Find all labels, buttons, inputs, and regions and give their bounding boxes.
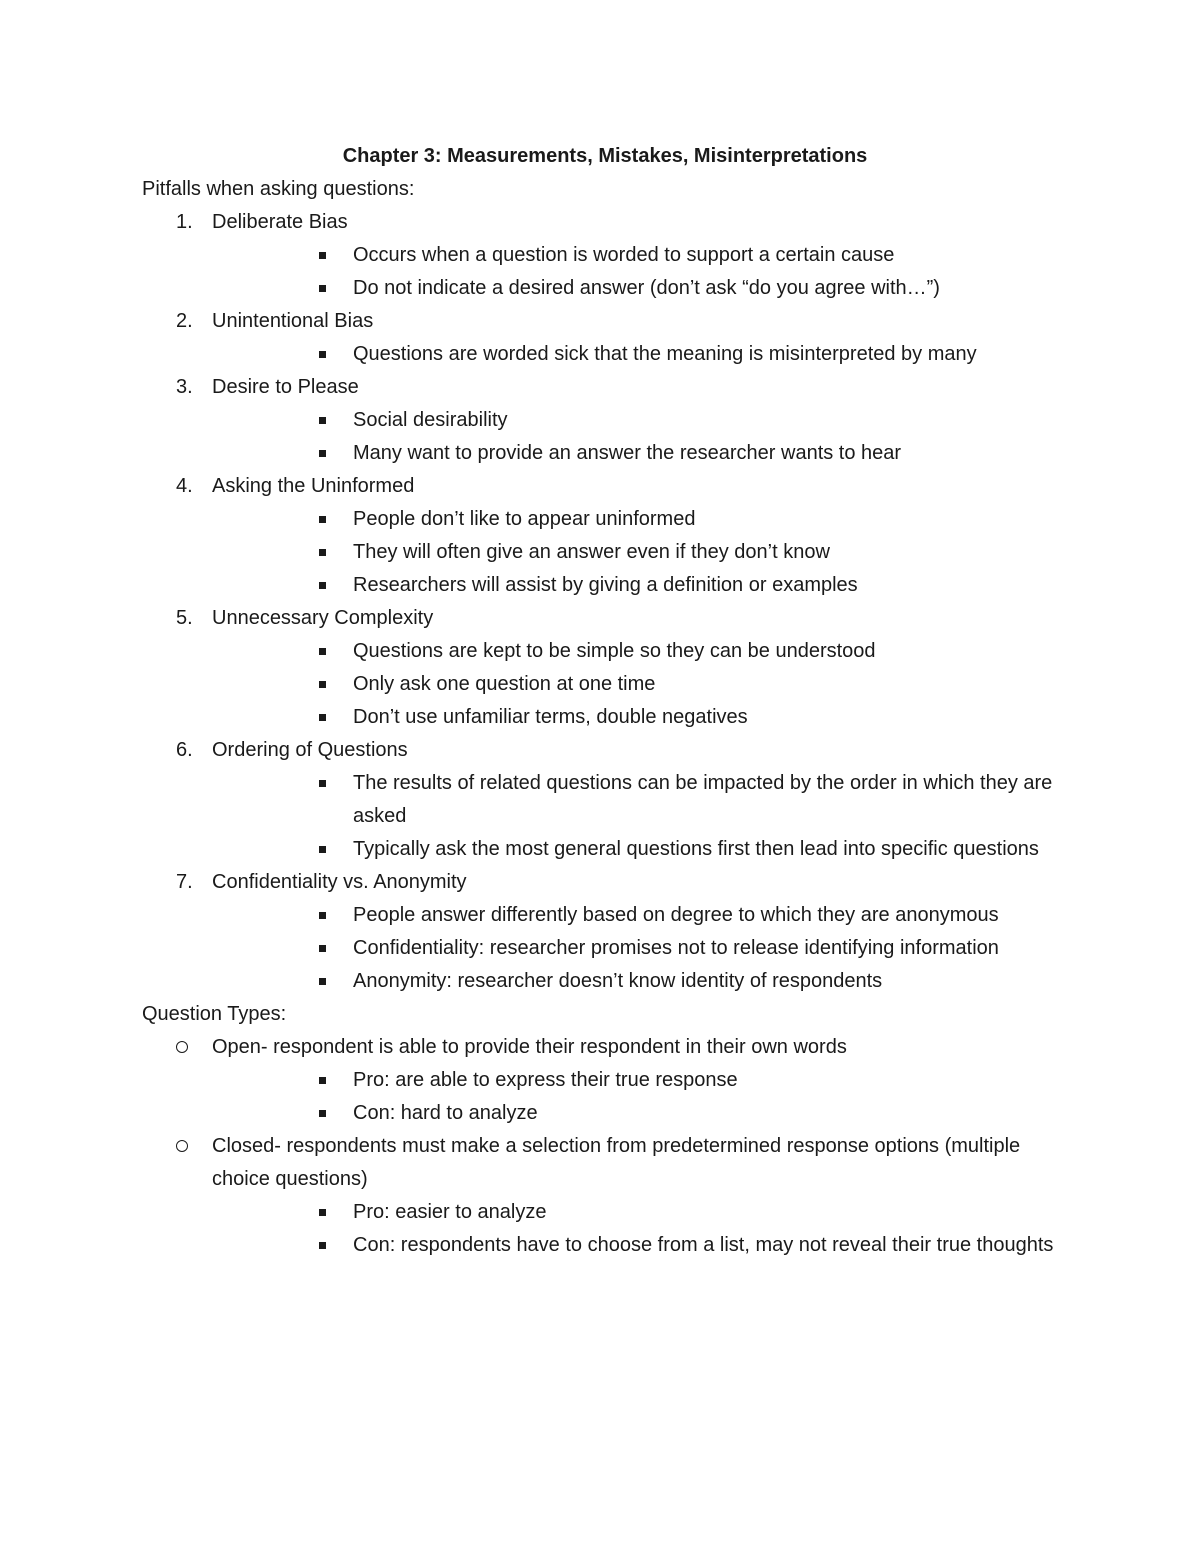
bullet-item [142, 272, 1072, 305]
bullet-item [142, 536, 1072, 569]
bullet-item [142, 932, 1072, 965]
pitfall-label: Unnecessary Complexity [212, 607, 434, 629]
square-bullet-icon [319, 945, 326, 952]
bullet-text: Researchers will assist by giving a definition or examples [353, 574, 858, 596]
pitfall-bullets [212, 899, 1072, 998]
question-types-list [142, 1031, 1072, 1262]
bullet-text: Social desirability [353, 409, 508, 431]
square-bullet-icon [319, 681, 326, 688]
bullet-text: People don’t like to appear uninformed [353, 508, 696, 530]
bullet-item [142, 338, 1072, 371]
bullet-text: Do not indicate a desired answer (don’t ask “do you agree with…”) [353, 277, 940, 299]
question-type-label: Closed- respondents must make a selection from predetermined response options (multiple choice questions) [212, 1135, 1021, 1190]
question-type-label: Open- respondent is able to provide their respondent in their own words [212, 1036, 847, 1058]
bullet-item [142, 899, 1072, 932]
bullet-item [142, 1196, 1072, 1229]
square-bullet-icon [319, 582, 326, 589]
square-bullet-icon [319, 1209, 326, 1216]
bullet-item [142, 437, 1072, 470]
bullet-text: Don’t use unfamiliar terms, double negatives [353, 706, 748, 728]
pitfall-item [142, 371, 1072, 470]
bullet-item [142, 833, 1072, 866]
bullet-item [142, 668, 1072, 701]
square-bullet-icon [319, 978, 326, 985]
square-bullet-icon [319, 846, 326, 853]
bullet-item [142, 503, 1072, 536]
bullet-item [142, 1229, 1072, 1262]
bullet-item [142, 701, 1072, 734]
pitfall-number: 6. [176, 739, 193, 761]
bullet-item [142, 404, 1072, 437]
circle-bullet-icon [176, 1041, 188, 1053]
bullet-text: They will often give an answer even if they don’t know [353, 541, 830, 563]
pitfall-number: 2. [176, 310, 193, 332]
bullet-text: Questions are worded sick that the meaning is misinterpreted by many [353, 343, 977, 365]
pitfall-number: 7. [176, 871, 193, 893]
pitfall-label: Desire to Please [212, 376, 359, 398]
pitfall-bullets [212, 635, 1072, 734]
question-type-item [142, 1130, 1072, 1262]
pitfall-number: 5. [176, 607, 193, 629]
pitfall-bullets [212, 239, 1072, 305]
bullet-item [142, 1064, 1072, 1097]
bullet-text: Pro: easier to analyze [353, 1201, 547, 1223]
pitfall-label: Deliberate Bias [212, 211, 348, 233]
square-bullet-icon [319, 450, 326, 457]
square-bullet-icon [319, 648, 326, 655]
pitfall-bullets [212, 503, 1072, 602]
question-type-bullets [212, 1064, 1072, 1130]
square-bullet-icon [319, 912, 326, 919]
square-bullet-icon [319, 516, 326, 523]
square-bullet-icon [319, 351, 326, 358]
square-bullet-icon [319, 780, 326, 787]
bullet-text: Confidentiality: researcher promises not to release identifying information [353, 937, 999, 959]
pitfall-number: 3. [176, 376, 193, 398]
bullet-text: Con: respondents have to choose from a list, may not reveal their true thoughts [353, 1234, 1054, 1256]
question-types-heading: Question Types: [142, 1003, 287, 1025]
pitfalls-heading: Pitfalls when asking questions: [142, 178, 415, 200]
bullet-text: Typically ask the most general questions first then lead into specific questions [353, 838, 1039, 860]
pitfall-label: Ordering of Questions [212, 739, 408, 761]
square-bullet-icon [319, 252, 326, 259]
bullet-item [142, 569, 1072, 602]
bullet-text: Only ask one question at one time [353, 673, 656, 695]
bullet-text: Con: hard to analyze [353, 1102, 538, 1124]
bullet-item [142, 239, 1072, 272]
pitfall-item [142, 470, 1072, 602]
pitfall-item [142, 866, 1072, 998]
circle-bullet-icon [176, 1140, 188, 1152]
square-bullet-icon [319, 1242, 326, 1249]
bullet-item [142, 1097, 1072, 1130]
square-bullet-icon [319, 417, 326, 424]
page-title: Chapter 3: Measurements, Mistakes, Misinterpretations [342, 145, 868, 167]
bullet-text: Many want to provide an answer the researcher wants to hear [353, 442, 902, 464]
bullet-text: People answer differently based on degree to which they are anonymous [353, 904, 999, 926]
bullet-text: Pro: are able to express their true response [353, 1069, 738, 1091]
pitfall-number: 1. [176, 211, 193, 233]
bullet-item [142, 965, 1072, 998]
question-type-item [142, 1031, 1072, 1130]
pitfall-item [142, 305, 1072, 371]
bullet-text: Questions are kept to be simple so they can be understood [353, 640, 876, 662]
pitfall-label: Confidentiality vs. Anonymity [212, 871, 467, 893]
pitfall-bullets [212, 404, 1072, 470]
pitfalls-list [142, 206, 1072, 998]
square-bullet-icon [319, 714, 326, 721]
bullet-item [142, 635, 1072, 668]
square-bullet-icon [319, 1077, 326, 1084]
pitfall-bullets [212, 767, 1072, 866]
question-type-bullets [212, 1196, 1072, 1262]
pitfall-item [142, 602, 1072, 734]
square-bullet-icon [319, 549, 326, 556]
document-content [142, 140, 1072, 1262]
bullet-text: Anonymity: researcher doesn’t know identity of respondents [353, 970, 883, 992]
square-bullet-icon [319, 1110, 326, 1117]
bullet-item [142, 767, 1072, 833]
pitfall-number: 4. [176, 475, 193, 497]
pitfall-label: Unintentional Bias [212, 310, 374, 332]
square-bullet-icon [319, 285, 326, 292]
pitfall-label: Asking the Uninformed [212, 475, 415, 497]
bullet-text: The results of related questions can be impacted by the order in which they are asked [353, 772, 1053, 827]
pitfall-bullets [212, 338, 1072, 371]
pitfall-item [142, 734, 1072, 866]
pitfall-item [142, 206, 1072, 305]
bullet-text: Occurs when a question is worded to support a certain cause [353, 244, 895, 266]
